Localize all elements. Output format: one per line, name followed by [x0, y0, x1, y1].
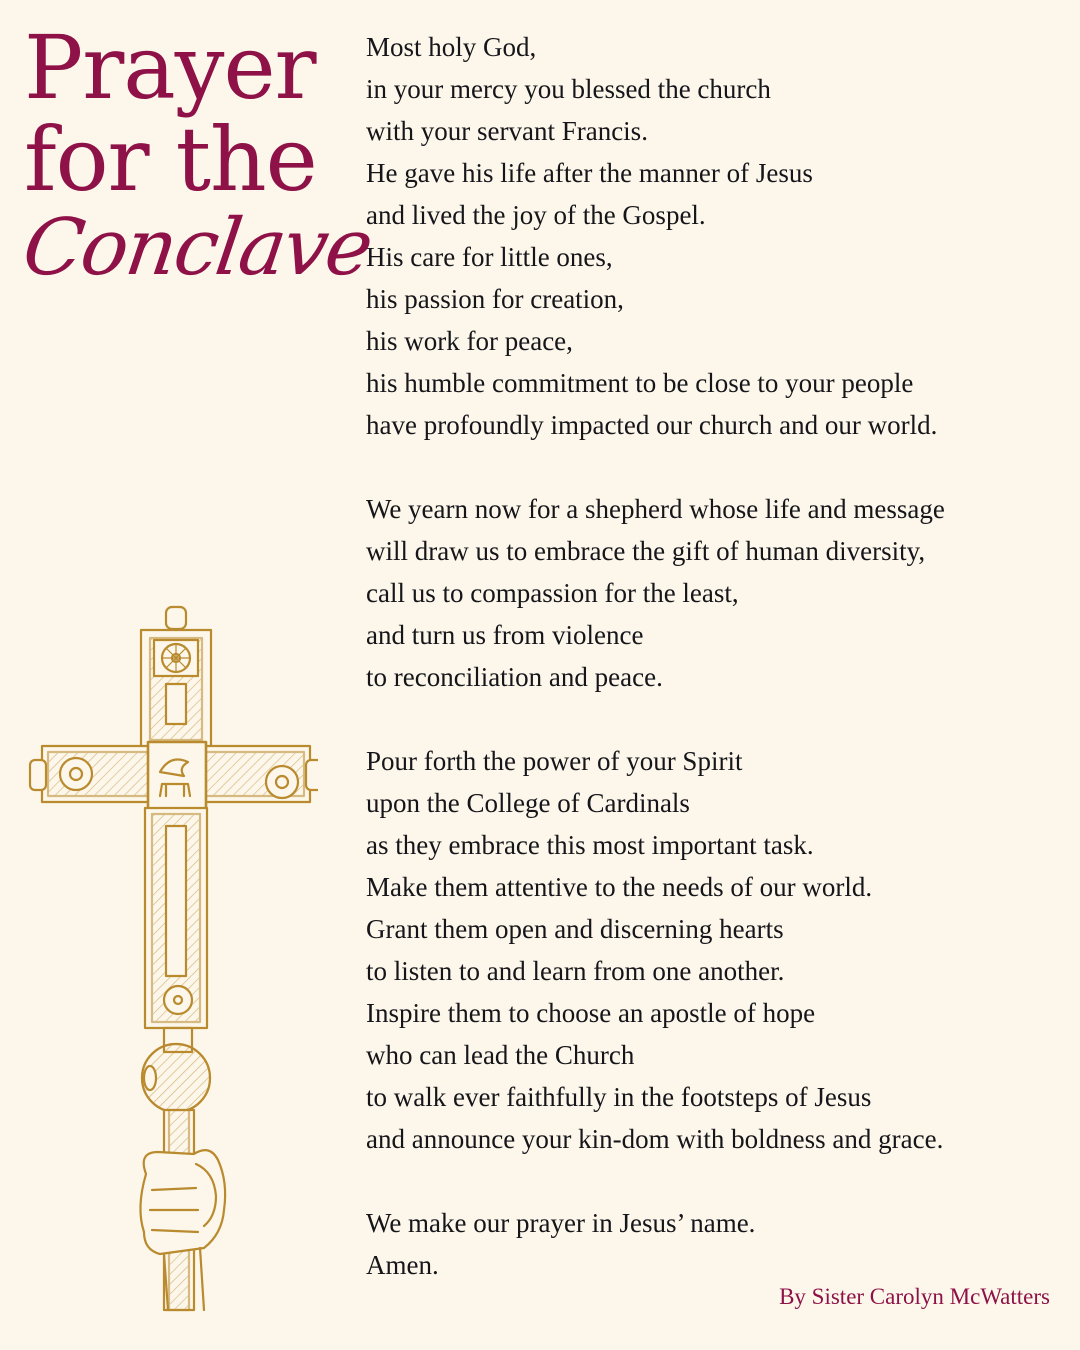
prayer-line: his humble commitment to be close to your people — [366, 368, 914, 398]
stanza-gap — [366, 1160, 1066, 1202]
prayer-line: and announce your kin-dom with boldness and grace. — [366, 1124, 944, 1154]
prayer-line: He gave his life after the manner of Jesus — [366, 158, 813, 188]
title — [17, 16, 377, 293]
prayer-line: his work for peace, — [366, 326, 573, 356]
prayer-line: to reconciliation and peace. — [366, 662, 663, 692]
title-line-conclave: Conclave — [17, 203, 377, 293]
prayer-line: Pour forth the power of your Spirit — [366, 746, 743, 776]
prayer-line: to walk ever faithfully in the footsteps of Jesus — [366, 1082, 872, 1112]
prayer-line: Grant them open and discerning hearts — [366, 914, 784, 944]
prayer-line: upon the College of Cardinals — [366, 788, 690, 818]
author-credit: By Sister Carolyn McWatters — [779, 1284, 1050, 1309]
prayer-line: call us to compassion for the least, — [366, 578, 739, 608]
prayer-line: Inspire them to choose an apostle of hope — [366, 998, 816, 1028]
title-line-prayer: Prayer — [24, 16, 316, 119]
prayer-line: who can lead the Church — [366, 1040, 635, 1070]
prayer-line: and turn us from violence — [366, 620, 644, 650]
prayer-line: with your servant Francis. — [366, 116, 648, 146]
prayer-line: his passion for creation, — [366, 284, 624, 314]
stanza-gap — [366, 446, 1066, 488]
prayer-text — [366, 26, 1066, 1286]
prayer-line: We yearn now for a shepherd whose life and message — [366, 494, 945, 524]
processional-cross-illustration — [28, 604, 318, 1314]
prayer-line: and lived the joy of the Gospel. — [366, 200, 706, 230]
prayer-line: will draw us to embrace the gift of human diversity, — [366, 536, 926, 566]
title-line-for-the: for the — [24, 108, 317, 211]
prayer-line: Make them attentive to the needs of our world. — [366, 872, 873, 902]
prayer-line: have profoundly impacted our church and our world. — [366, 410, 938, 440]
prayer-line: to listen to and learn from one another. — [366, 956, 785, 986]
prayer-line: Amen. — [366, 1250, 439, 1280]
prayer-line: as they embrace this most important task. — [366, 830, 814, 860]
prayer-line: We make our prayer in Jesus’ name. — [366, 1208, 756, 1238]
prayer-line: in your mercy you blessed the church — [366, 74, 771, 104]
prayer-line: His care for little ones, — [366, 242, 613, 272]
stanza-gap — [366, 698, 1066, 740]
prayer-line: Most holy God, — [366, 32, 537, 62]
